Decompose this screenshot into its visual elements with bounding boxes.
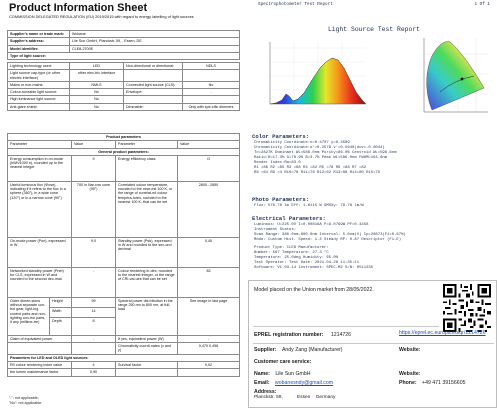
address-label: Address: — [254, 389, 277, 395]
table-row: High luminance light source: No — [8, 96, 240, 103]
electrical-parameters-heading: Electrical Parameters: — [252, 215, 326, 222]
table-row: Depth 8 — [8, 317, 240, 335]
table-row: Parameter Value Parameter Value — [8, 141, 240, 148]
spectrum-image — [262, 38, 370, 116]
website-label-2: Website: — [399, 371, 421, 377]
color-parameters: Chromaticity Coordinate:x=0.4707 y=0.4589 Chromaticity Coordinate:u'=0.2578 v'=0.5640(duv=-0.0044) Tc=2827K Dominant WL=586.0nm Purity=86.0% Centroid WL=598.6nm Ratio:R=17.3% G=78.9% B=3.7% Peak WL=586.0nm FWHM=164.6nm Render Index:Ra=83.0 R1 =86 R2 =85 R3 =68 R4 =82 R5 =78 R6 =88 R7 =82 R8 =64 R9 =4 R10=78 R11=76 R12=62 R13=88 R14=80 R15=75 — [254, 141, 397, 175]
table-row: Lighting technology used: LED Non-directional or directional: NDLS — [8, 63, 240, 70]
divider — [253, 326, 439, 327]
name-line: Name: Lile Sun GmbH — [254, 371, 311, 377]
cie-diagram-image — [418, 34, 490, 118]
table-row: Anti-glare shield: No Dimmable: Only with spe-cific dimmers — [8, 103, 240, 110]
spectro-report — [248, 0, 500, 276]
table-row: Supplier's address: Lile Sun GmbH, Planckstr. 59, , Essen, DE — [8, 38, 240, 45]
customer-care-name: Lile Sun GmbH — [275, 371, 311, 377]
address-city: Essen Germany — [297, 395, 336, 400]
table-row: On-mode power (Pon), expressed in W 9,0 Standby power (Psb), expressed in W and rounded to the sec-ond decimal 0,40 — [8, 237, 240, 267]
supplier-line: Supplier: Andy Zang (Manufacturer) — [254, 347, 343, 353]
table-row: the lumen maintenance factor 0,90 — [8, 369, 240, 376]
table-row: Supplier's name or trade mark: Wobane — [8, 31, 240, 38]
table-row: Width 14 — [8, 307, 240, 317]
table-row: Networked standby power (Pnet) for CLS, expressed in W and rounded to the second dec-imal - Colour rendering in-dex, rounded to the nearest integer, or the range of CRI-val-ues that can be set 83 — [8, 267, 240, 297]
table-row: Product parameters — [8, 134, 240, 141]
parameters-table — [7, 133, 240, 377]
supplier-table — [7, 30, 240, 60]
table-row: General product parameters: — [8, 148, 240, 155]
type-table — [7, 62, 240, 111]
eprel-url-link[interactable]: https://eprel.ec.europa.eu/qr/1214726 — [399, 330, 486, 336]
supplier-name: Andy Zang (Manufacturer) — [281, 347, 343, 353]
footnotes: "-": not applicable; "No": not applicable. — [9, 396, 43, 405]
photo-parameters-heading: Photo Parameters: — [252, 196, 310, 203]
address-block: Planckstr. 59, — [254, 395, 283, 400]
email-link[interactable]: wobanesndy@gmail.com — [275, 380, 334, 386]
table-row: Energy consumption in on-mode (kWh/1000 h), rounded up to the nearest integer 9 Energy efficiency class G — [8, 155, 240, 181]
divider — [253, 343, 494, 344]
product-information-sheet — [0, 0, 245, 412]
eprel-registration-number: 1214726 — [330, 332, 352, 338]
table-row: Colour-tuneable light source: No Envelope: - — [8, 89, 240, 96]
table-row: Light source cap-type (or other electric interface) other elec-tric interface — [8, 70, 240, 82]
table-row: Outer dimen-sions without separate con-trol gear, light-ing control parts and non-lighting con-trol parts, if any (millime-tre) Height 59 Spectral power dis-tribution in the range 250 nm to 800 nm, at full-load See image in last page — [8, 297, 240, 307]
eprel-registration: EPREL registration number: 1214726 — [254, 332, 352, 338]
table-row: Model identifier: CLE8-2700E — [8, 45, 240, 52]
report-title: Light Source Test Report — [327, 26, 421, 33]
color-parameters-heading: Color Parameters: — [252, 133, 310, 140]
regulation-text: COMMISSION DELEGATED REGULATION (EU) 2019/2015 with regard to energy labelling of light sources — [9, 14, 194, 19]
table-row: Chromaticity coordi-nates (x and y) 0,470 0,458 — [8, 343, 240, 355]
email-line: Email: wobanesndy@gmail.com — [254, 380, 334, 386]
market-date-text: Model placed on the Union market from 28/05/2022. — [254, 287, 374, 293]
phone-number: +49 471 39156605 — [422, 380, 466, 386]
table-row: Type of light source: — [8, 52, 240, 59]
table-row: R9 colour rendering index value 4 Survival factor 0,92 — [8, 362, 240, 369]
customer-care-label: Customer care service: — [254, 359, 312, 365]
phone-line: Phone: +49 471 39156605 — [399, 380, 466, 386]
table-row: Useful luminous flux (Φuse), indicating if it refers to the flux in a sphere (360°), in a wide cone (120°) or in a narrow cone (90°) 700 in Nar-row cone (90°) Correlated colour temperature, rounded to the near-est 100 K, or the range of correlat-ed colour tempera-tures, rounded to the nearest 100 K, that can be set 2800...2850 — [8, 181, 240, 237]
table-row: Parameters for LED and OLED light sources: — [8, 354, 240, 361]
table-row: Claim of equivalent power - If yes, equivalent power (W) - — [8, 335, 240, 342]
sheet-title: Product Information Sheet — [9, 2, 148, 14]
website-label: Website: — [399, 347, 421, 353]
photo-parameters: Flux: 576.78 lm Eff: 1.6115 W GMSXy: 78.78 lm/W — [254, 204, 364, 208]
table-row: Mains or non-mains: NMLS Connected light source (CLS): No — [8, 81, 240, 88]
report-header-title: Spectrophotometer Test Report — [258, 2, 333, 7]
report-header — [258, 2, 498, 7]
page-indicator: 1 Of 1 — [474, 2, 490, 7]
qr-code-icon[interactable] — [443, 284, 491, 332]
electrical-parameters: Luminous: U=225.0V I=0.00816A P=9.0799W PF=0.4458 Instrument Status: Scan Range: 380.0nm-800.0nm Interval: 5.0nm(V) Ip=20873(F1=0.67%) Mode: Custom Hist. Speed: 1.4 Steady RP: 0.87 Descriptor (F1-E) Product Type: CLE8 Manufacturer: Number: 567 Temperature: 27.3 °C Temperature: 25.0deg Humidity: 65.0% Test Operator: Test Date: 2021-04-26 11:35:11 Software: V1.03.14 Instrument: SPEC-M2 S/N: 0511235 — [254, 223, 406, 270]
eprel-info-box — [248, 280, 497, 408]
